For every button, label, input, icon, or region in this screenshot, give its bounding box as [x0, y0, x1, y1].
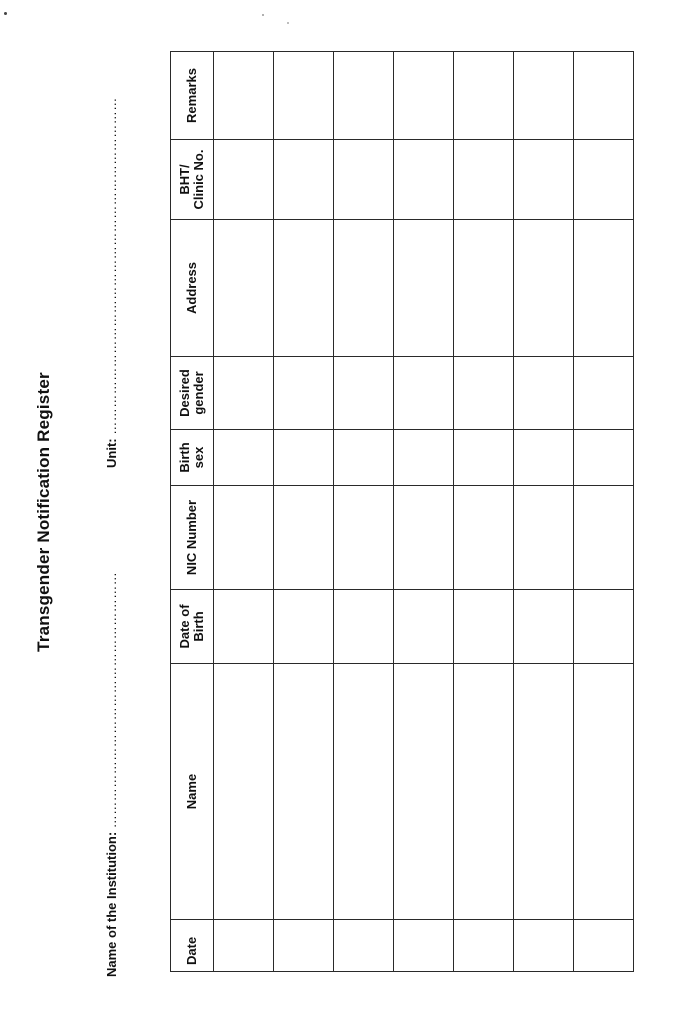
table-cell[interactable] [514, 357, 574, 430]
table-cell[interactable] [574, 430, 634, 486]
table-row [394, 52, 454, 972]
table-cell[interactable] [514, 220, 574, 357]
table-cell[interactable] [394, 920, 454, 972]
table-cell[interactable] [274, 664, 334, 920]
table-cell[interactable] [214, 357, 274, 430]
table-row [334, 52, 394, 972]
table-cell[interactable] [454, 590, 514, 664]
institution-field [104, 572, 119, 977]
table-cell[interactable] [274, 140, 334, 220]
scan-speck [262, 14, 264, 16]
header-row [171, 52, 214, 972]
table-cell[interactable] [214, 52, 274, 140]
table-cell[interactable] [214, 920, 274, 972]
table-cell[interactable] [454, 486, 514, 590]
table-cell[interactable] [574, 664, 634, 920]
header-bht-clinic [171, 140, 214, 220]
header-desired-line2: gender [191, 371, 206, 415]
header-birth-sex-line1: Birth [177, 442, 192, 473]
unit-field [104, 97, 119, 468]
table-row [454, 52, 514, 972]
table-cell[interactable] [454, 140, 514, 220]
institution-label: Name of the Institution: [104, 831, 119, 977]
table-cell[interactable] [214, 220, 274, 357]
table-cell[interactable] [514, 664, 574, 920]
header-bht-line1: BHT/ [177, 164, 192, 195]
header-remarks: Remarks [171, 52, 214, 140]
table-cell[interactable] [454, 52, 514, 140]
table-cell[interactable] [274, 430, 334, 486]
table-cell[interactable] [394, 590, 454, 664]
table-cell[interactable] [514, 430, 574, 486]
table-cell[interactable] [574, 920, 634, 972]
table-cell[interactable] [574, 357, 634, 430]
header-birth-sex [171, 430, 214, 486]
table-cell[interactable] [454, 430, 514, 486]
table-cell[interactable] [454, 220, 514, 357]
table-row [214, 52, 274, 972]
table-cell[interactable] [574, 52, 634, 140]
unit-label: Unit: [104, 438, 119, 468]
table-cell[interactable] [274, 52, 334, 140]
table-row [514, 52, 574, 972]
table-cell[interactable] [454, 920, 514, 972]
institution-blank: ………………………………………………… [104, 571, 119, 829]
table-cell[interactable] [394, 52, 454, 140]
table-cell[interactable] [394, 357, 454, 430]
table-cell[interactable] [394, 664, 454, 920]
table-cell[interactable] [214, 486, 274, 590]
unit-blank: ………………………………………………………………… [104, 97, 119, 435]
table-cell[interactable] [394, 430, 454, 486]
register-body [214, 52, 634, 972]
table-cell[interactable] [574, 220, 634, 357]
scan-speck [287, 22, 289, 24]
table-cell[interactable] [214, 590, 274, 664]
table-cell[interactable] [274, 590, 334, 664]
table-row [274, 52, 334, 972]
table-cell[interactable] [394, 220, 454, 357]
table-cell[interactable] [514, 486, 574, 590]
table-cell[interactable] [514, 920, 574, 972]
table-cell[interactable] [514, 590, 574, 664]
header-dob-line1: Date of [177, 604, 192, 649]
header-dob-line2: Birth [191, 611, 206, 642]
header-date-of-birth [171, 590, 214, 664]
header-desired-gender [171, 357, 214, 430]
table-row [574, 52, 634, 972]
table-cell[interactable] [394, 140, 454, 220]
header-birth-sex-line2: sex [191, 446, 206, 469]
table-cell[interactable] [514, 140, 574, 220]
header-bht-line2: Clinic No. [191, 149, 206, 210]
table-cell[interactable] [274, 920, 334, 972]
table-cell[interactable] [334, 220, 394, 357]
table-cell[interactable] [334, 430, 394, 486]
table-cell[interactable] [574, 486, 634, 590]
table-cell[interactable] [214, 430, 274, 486]
header-desired-line1: Desired [177, 369, 192, 417]
table-cell[interactable] [214, 664, 274, 920]
table-cell[interactable] [334, 357, 394, 430]
table-cell[interactable] [274, 357, 334, 430]
table-cell[interactable] [334, 486, 394, 590]
table-cell[interactable] [514, 52, 574, 140]
table-cell[interactable] [334, 920, 394, 972]
table-cell[interactable] [274, 486, 334, 590]
table-cell[interactable] [334, 140, 394, 220]
table-cell[interactable] [334, 664, 394, 920]
scan-speck [4, 12, 7, 15]
table-cell[interactable] [334, 590, 394, 664]
page-title: Transgender Notification Register [34, 372, 53, 652]
header-date: Date [171, 920, 214, 972]
header-nic-number: NIC Number [171, 486, 214, 590]
table-cell[interactable] [454, 664, 514, 920]
table-cell[interactable] [334, 52, 394, 140]
header-address: Address [171, 220, 214, 357]
table-cell[interactable] [394, 486, 454, 590]
table-cell[interactable] [274, 220, 334, 357]
table-cell[interactable] [454, 357, 514, 430]
header-name: Name [171, 664, 214, 920]
table-cell[interactable] [214, 140, 274, 220]
register-table [170, 51, 634, 972]
table-cell[interactable] [574, 140, 634, 220]
table-cell[interactable] [574, 590, 634, 664]
